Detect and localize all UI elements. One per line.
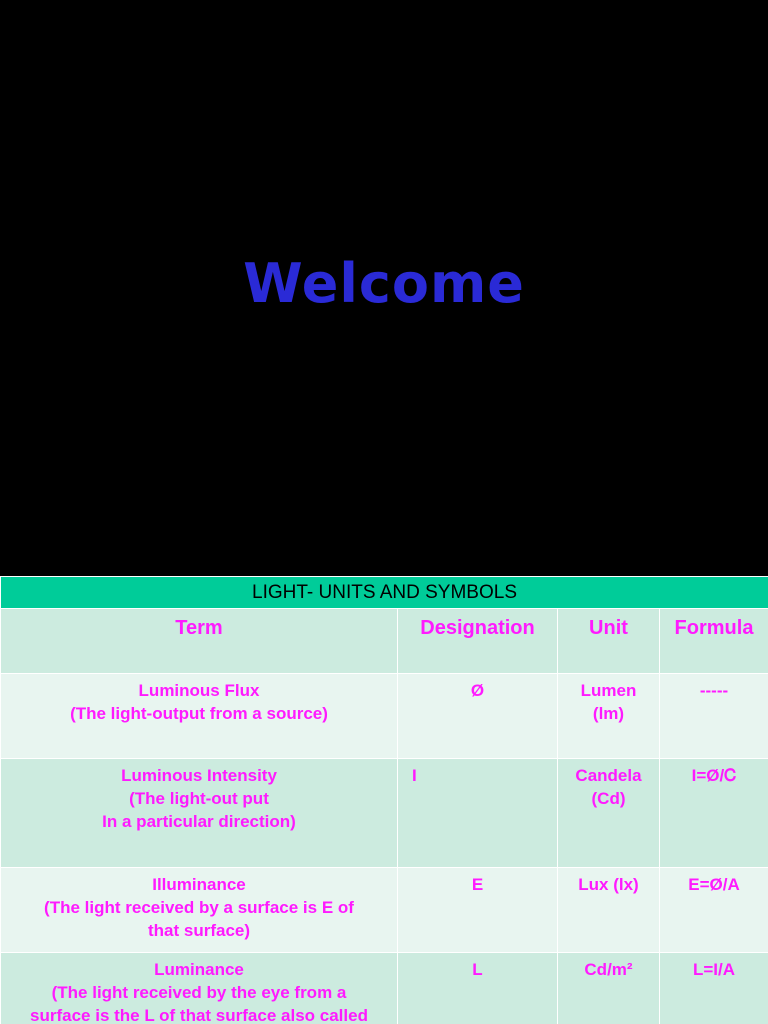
column-header-designation: Designation [398, 609, 558, 674]
unit-name: Lux (lx) [578, 875, 639, 894]
slide-title: Welcome [243, 252, 525, 315]
unit-name: Cd/m² [584, 960, 633, 979]
term-description: surface is the L of that surface also called [30, 1006, 368, 1024]
term-description: (The light-out put [129, 789, 269, 808]
term-cell [1, 868, 398, 953]
designation-cell: Ø [398, 674, 558, 759]
column-header-term: Term [1, 609, 398, 674]
term-name: Luminous Flux [138, 681, 260, 700]
term-description: (The light received by a surface is E of [44, 898, 354, 917]
unit-name: Lumen [580, 681, 637, 700]
table-title: LIGHT- UNITS AND SYMBOLS [1, 577, 768, 609]
designation-cell: I [398, 759, 558, 868]
unit-symbol: (lm) [592, 704, 625, 723]
unit-symbol: (Cd) [591, 789, 626, 808]
term-name: Illuminance [152, 875, 246, 894]
column-header-formula: Formula [660, 609, 768, 674]
formula-cell: E=Ø/A [660, 868, 768, 953]
designation-cell: L [398, 953, 558, 1024]
term-cell [1, 953, 398, 1024]
term-description: In a particular direction) [102, 812, 296, 831]
unit-cell [558, 868, 660, 953]
term-name: Luminous Intensity [121, 766, 277, 785]
table-row [1, 674, 768, 759]
formula-cell: ----- [660, 674, 768, 759]
term-description: (The light-output from a source) [70, 704, 328, 723]
term-cell [1, 759, 398, 868]
designation-cell: E [398, 868, 558, 953]
unit-cell [558, 953, 660, 1024]
unit-name: Candela [575, 766, 642, 785]
unit-cell [558, 674, 660, 759]
table-row [1, 759, 768, 868]
formula-cell: I=Ø/Ꮯ [660, 759, 768, 868]
table-row [1, 953, 768, 1024]
units-table-container [0, 576, 768, 1024]
table-title-row [1, 577, 768, 609]
term-description: that surface) [147, 921, 251, 940]
term-description: (The light received by the eye from a [51, 983, 347, 1002]
table-header-row [1, 609, 768, 674]
table-row [1, 868, 768, 953]
formula-cell: L=I/A [660, 953, 768, 1024]
term-name: Luminance [154, 960, 244, 979]
column-header-unit: Unit [558, 609, 660, 674]
term-cell [1, 674, 398, 759]
unit-cell [558, 759, 660, 868]
units-table [0, 576, 768, 1024]
